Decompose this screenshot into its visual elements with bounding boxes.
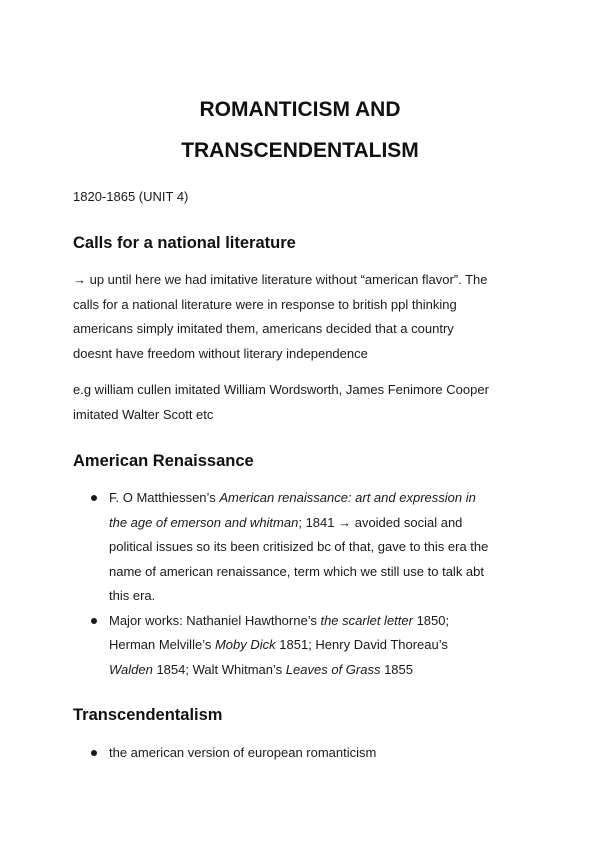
para-line: americans simply imitated them, americans decided that a country	[73, 321, 454, 336]
text-span: 1854; Walt Whitman’s	[152, 661, 286, 677]
book-title-italic: the scarlet letter	[320, 612, 413, 628]
list-line: name of american renaissance, term which we still use to talk abt	[109, 563, 485, 579]
title-line-2: TRANSCENDENTALISM	[181, 139, 419, 162]
book-title-italic: Moby Dick	[214, 637, 276, 652]
bullet-icon	[91, 618, 97, 624]
heading-american-renaissance: American Renaissance	[73, 452, 254, 470]
para-line: e.g william cullen imitated William Wordsworth, James Fenimore Cooper	[73, 382, 489, 397]
bullet-icon	[91, 495, 97, 501]
bullet-icon	[91, 750, 97, 756]
list-line: this era.	[109, 588, 156, 603]
book-title-italic: Leaves of Grass	[285, 661, 381, 677]
list-item	[73, 609, 533, 683]
para-line: imitated Walter Scott etc	[73, 406, 214, 422]
text-span: Herman Melville’s	[109, 637, 215, 652]
text-span: 1851; Henry David Thoreau’s	[275, 637, 448, 652]
heading-national-literature: Calls for a national literature	[73, 234, 296, 252]
book-title-italic: American renaissance: art and expression in	[219, 490, 476, 505]
text-span: ; 1841 → avoided social and	[298, 514, 463, 530]
text-span: Major works: Nathaniel Hawthorne’s	[109, 612, 321, 628]
title-line-1: ROMANTICISM AND	[199, 98, 401, 121]
text-span: 1850;	[412, 612, 450, 628]
transcendentalism-bullet-list	[73, 741, 533, 766]
para-line: doesnt have freedom without literary independence	[73, 345, 368, 361]
book-title-italic: the age of emerson and whitman	[109, 514, 299, 530]
paragraph-national-literature	[73, 268, 533, 366]
heading-transcendentalism: Transcendentalism	[73, 706, 223, 724]
book-title-italic: Walden	[109, 661, 153, 677]
list-line: the american version of european romanticism	[109, 745, 377, 760]
renaissance-bullet-list	[73, 486, 533, 682]
list-line: political issues so its been critisized bc of that, gave to this era the	[109, 539, 489, 554]
text-span: F. O Matthiessen’s	[109, 490, 220, 505]
list-item	[73, 741, 533, 766]
text-span: 1855	[380, 661, 413, 677]
para-line: → up until here we had imitative literature without “american flavor”. The	[73, 272, 488, 287]
paragraph-example	[73, 378, 533, 427]
list-item	[73, 486, 533, 609]
date-range: 1820-1865 (UNIT 4)	[73, 189, 189, 204]
para-line: calls for a national literature were in response to british ppl thinking	[73, 296, 457, 312]
